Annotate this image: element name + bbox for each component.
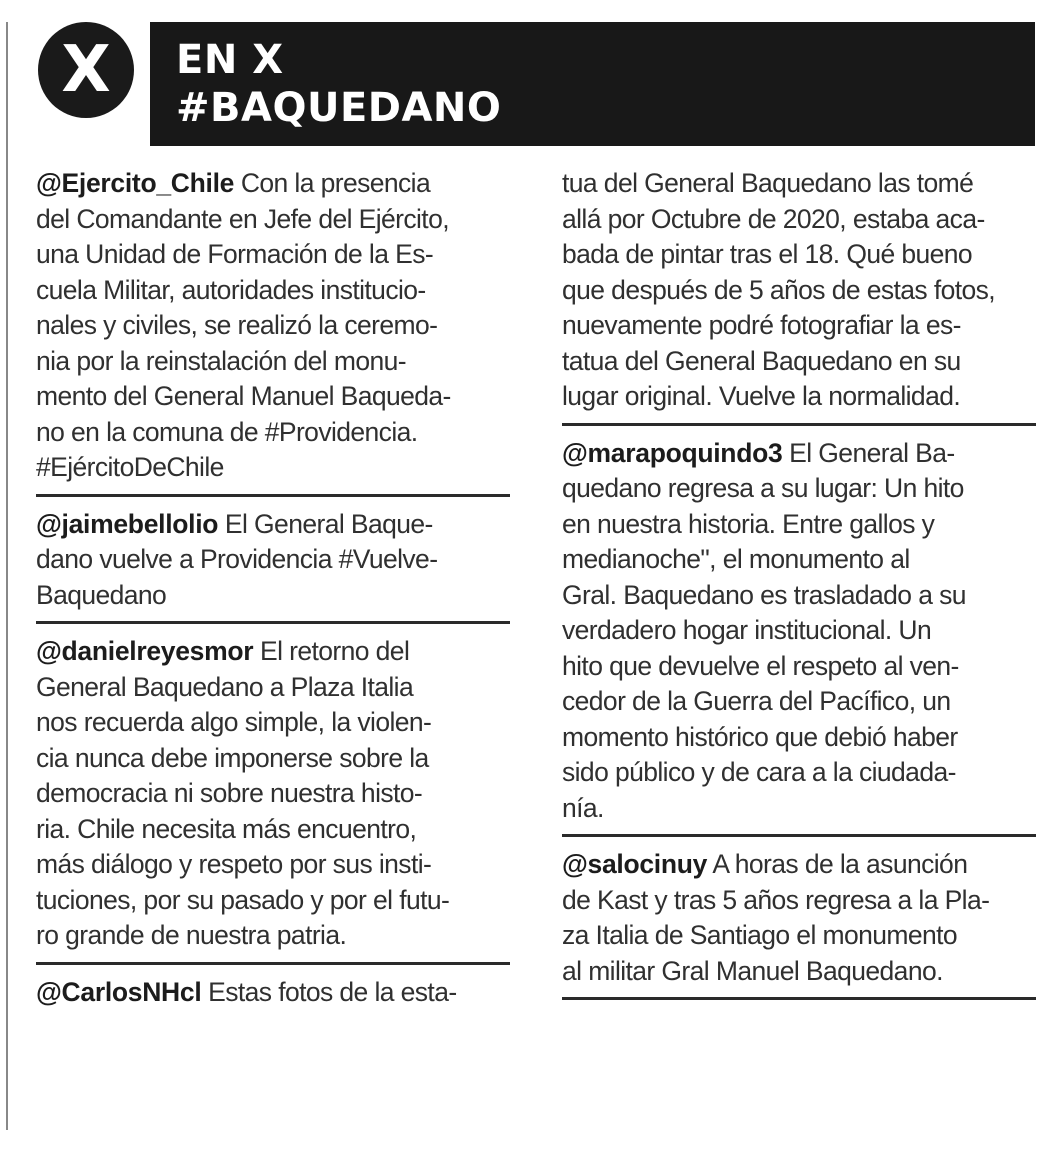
tweet-item [562, 847, 1036, 1000]
tweet-handle: @jaimebellolio [36, 508, 219, 539]
tweet-continuation [562, 166, 1036, 426]
section-title: EN X #BAQUEDANO [176, 37, 502, 131]
left-column [36, 166, 510, 1028]
tweet-item [562, 436, 1036, 838]
tweet-text: El General Ba- quedano regresa a su lugar: Un hito en nuestra historia. Entre gallos y medianoche", el monumento al Gral. Baquedano es trasladado a su verdadero hogar institucional. Un hito que devuelve el respeto al ven- cedor de la Guerra del Pacífico, un momento histórico que debió haber sido público y de cara a la ciudada- nía. [562, 437, 966, 823]
column-rule [6, 22, 8, 1130]
tweet-text: El General Baque- dano vuelve a Providencia #Vuelve- Baquedano [36, 508, 438, 610]
tweet-handle: @marapoquindo3 [562, 437, 783, 468]
tweet-item [36, 975, 510, 1019]
tweet-item [36, 166, 510, 497]
section-header [150, 22, 1035, 146]
tweet-text: tua del General Baquedano las tomé allá por Octubre de 2020, estaba aca- bada de pintar tras el 18. Qué bueno que después de 5 años de estas fotos, nuevamente podré fotografiar la es- tatua del General Baquedano en su lugar original. Vuelve la normalidad. [562, 168, 996, 411]
tweet-text: Estas fotos de la esta- [201, 976, 457, 1007]
tweet-text: El retorno del General Baquedano a Plaza Italia nos recuerda algo simple, la violen- cia nunca debe imponerse sobre la democracia ni sobre nuestra histo- ria. Chile necesita más encuentro, más diálogo y respeto por sus insti- tuciones, por su pasado y por el futu- ro grande de nuestra patria. [36, 636, 450, 950]
tweet-handle: @danielreyesmor [36, 636, 254, 666]
tweet-item [36, 507, 510, 625]
tweet-text: Con la presencia del Comandante en Jefe del Ejército, una Unidad de Formación de la Es- cuela Militar, autoridades institucio- nales y civiles, se realizó la ceremo- nia por la reinstalación del monu- mento del General Manuel Baqueda- no en la comuna de #Providencia. #EjércitoDeChile [36, 168, 451, 482]
tweet-text: A horas de la asunción de Kast y tras 5 años regresa a la Pla- za Italia de Santiago el monumento al militar Gral Manuel Baquedano. [562, 849, 990, 986]
tweet-handle: @Ejercito_Chile [36, 168, 235, 198]
tweet-item [36, 634, 510, 965]
tweet-handle: @salocinuy [562, 849, 708, 879]
x-logo-icon: X [38, 22, 134, 118]
tweet-handle: @CarlosNHcl [36, 976, 202, 1007]
right-column [562, 166, 1036, 1010]
